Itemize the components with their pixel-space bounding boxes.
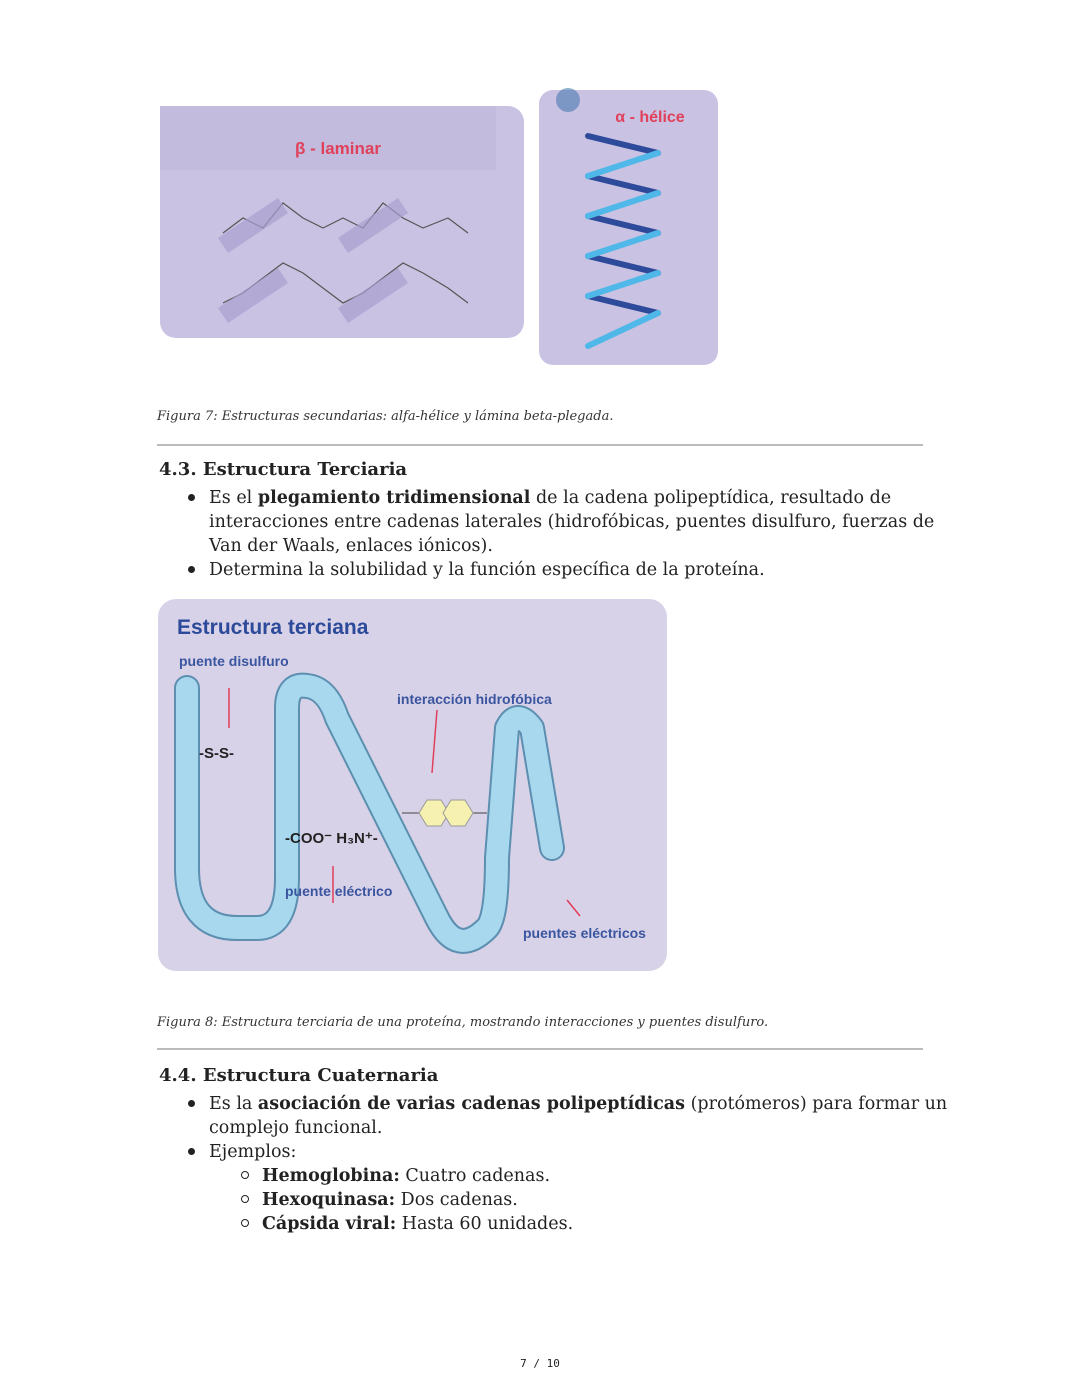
circle-bullet-icon (241, 1195, 249, 1203)
section-heading: 4.4. Estructura Cuaternaria (159, 1065, 439, 1086)
label-disulfide: puente disulfuro (179, 653, 289, 669)
sub-list-item (262, 1212, 573, 1236)
divider (157, 1048, 923, 1050)
sub-list-item (262, 1188, 518, 1212)
text: Es el (209, 488, 258, 508)
section-heading: 4.3. Estructura Terciaria (159, 459, 408, 480)
label-electrics: puentes eléctricos (523, 925, 646, 941)
bold-term: plegamiento tridimensional (257, 488, 531, 508)
bold-term: Hemoglobina: (262, 1166, 400, 1186)
text: Dos cadenas. (395, 1190, 518, 1210)
bullet-icon (188, 566, 195, 573)
label-ss: -S-S- (199, 745, 234, 762)
list-item: Determina la solubilidad y la función específica de la proteína. (209, 560, 765, 580)
label-hydrophobic: interacción hidrofóbica (397, 691, 552, 707)
divider (157, 444, 923, 446)
label-electric: puente eléctrico (285, 883, 393, 899)
text: Hasta 60 unidades. (396, 1214, 574, 1234)
text: (protómeros) para formar un (685, 1094, 948, 1114)
bold-term: Cápsida viral: (262, 1214, 397, 1234)
bold-term: Hexoquinasa: (262, 1190, 396, 1210)
circle-bullet-icon (241, 1171, 249, 1179)
list-item: Ejemplos: (209, 1142, 297, 1162)
text: complejo funcional. (209, 1118, 383, 1138)
list-item (209, 1092, 947, 1140)
alpha-label: α - hélice (615, 109, 685, 126)
beta-label: β - laminar (295, 139, 381, 158)
figure-8-caption: Figura 8: Estructura terciaria de una proteína, mostrando interacciones y puentes disulfuro. (157, 1015, 769, 1030)
bold-term: asociación de varias cadenas polipeptídicas (257, 1094, 685, 1114)
text: Van der Waals, enlaces iónicos). (209, 536, 493, 556)
figure-7-image (158, 88, 723, 370)
text: Es la (209, 1094, 258, 1114)
figure-8-image (157, 598, 669, 973)
page-number: 7 / 10 (520, 1357, 560, 1370)
bullet-icon (188, 494, 195, 501)
list-item (209, 486, 934, 558)
figure-7-caption: Figura 7: Estructuras secundarias: alfa-hélice y lámina beta-plegada. (157, 409, 614, 424)
sub-list-item (262, 1164, 550, 1188)
figure-title: Estructura terciana (177, 616, 369, 639)
text: Cuatro cadenas. (399, 1166, 551, 1186)
bullet-icon (188, 1100, 195, 1107)
circle-bullet-icon (241, 1219, 249, 1227)
text: interacciones entre cadenas laterales (hidrofóbicas, puentes disulfuro, fuerzas de (209, 512, 935, 532)
label-coo-h3n: -COO⁻ H₃N⁺- (285, 830, 378, 847)
text: de la cadena polipeptídica, resultado de (530, 488, 892, 508)
bullet-icon (188, 1148, 195, 1155)
